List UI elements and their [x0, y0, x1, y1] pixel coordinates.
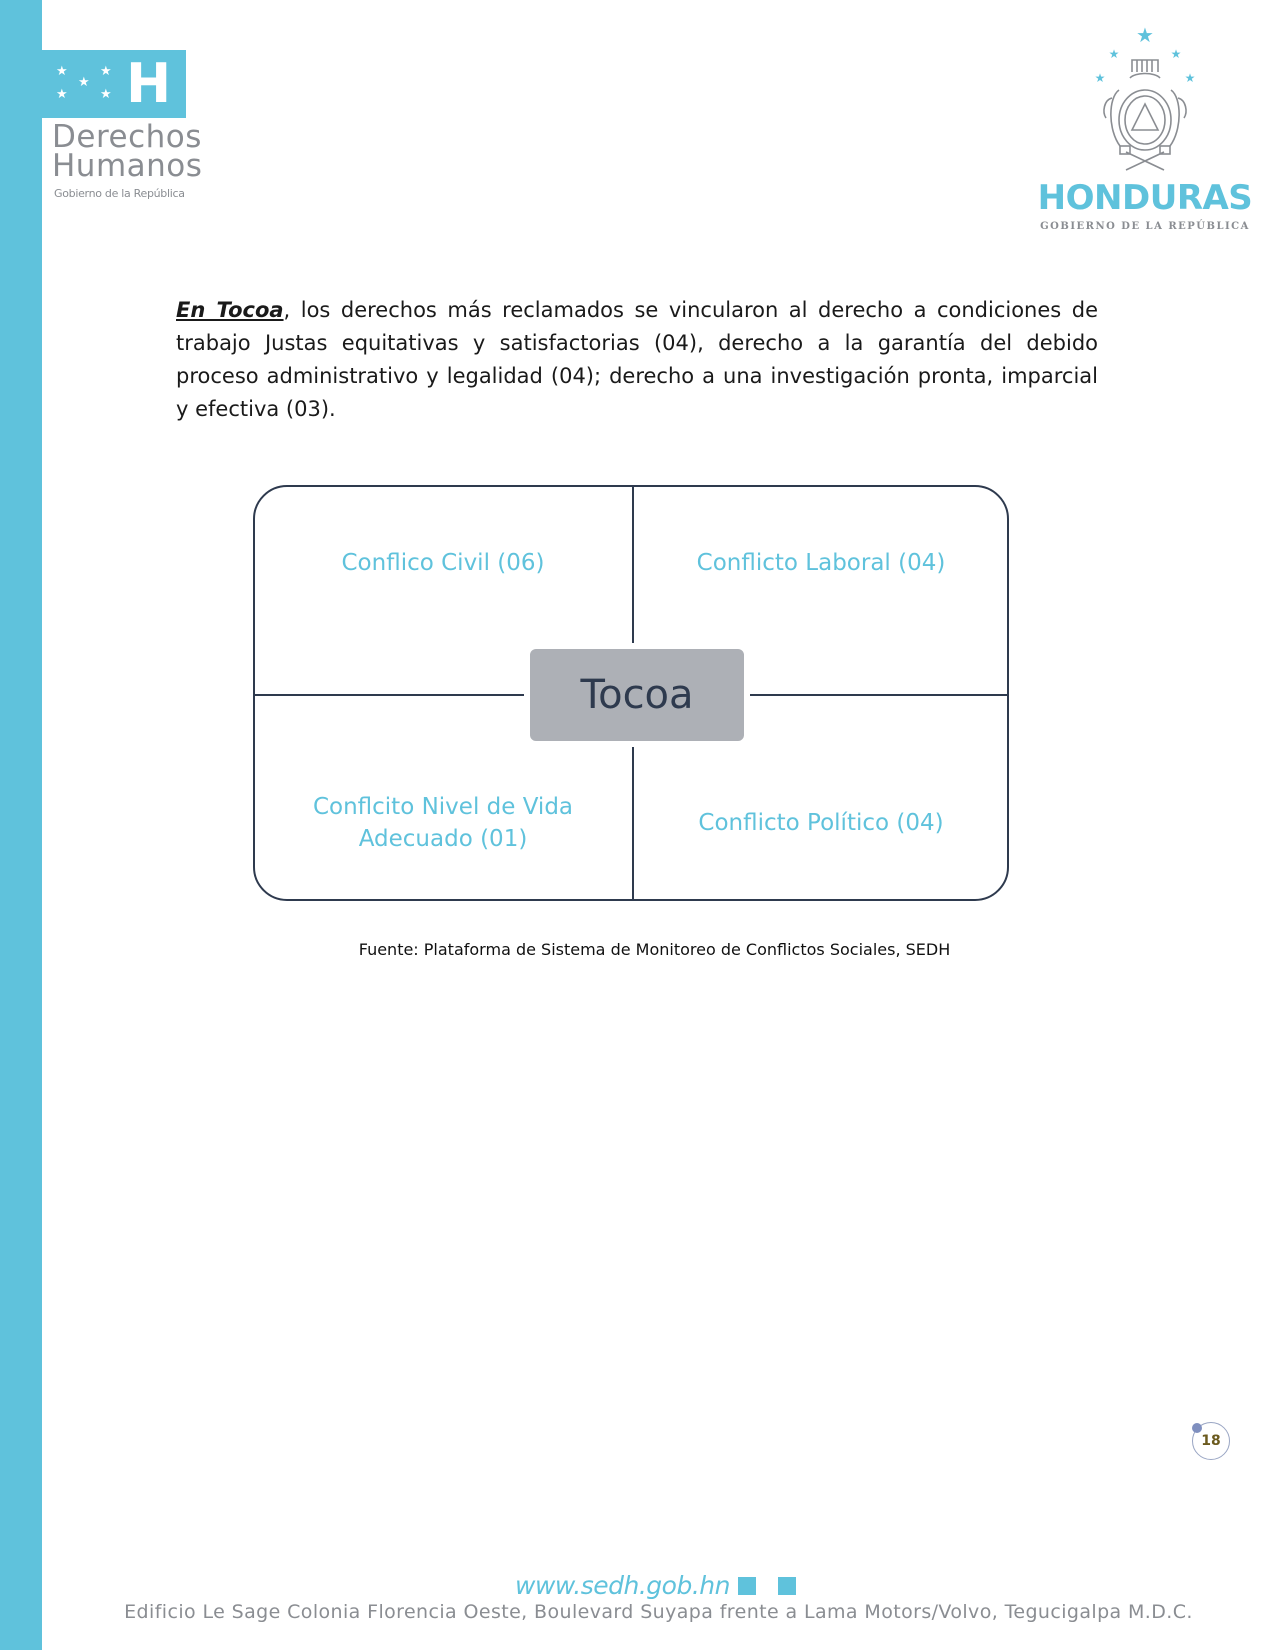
page-number: 18: [1192, 1422, 1230, 1460]
government-subtitle: GOBIERNO DE LA REPÚBLICA: [1040, 221, 1250, 232]
quadrant-top-left: Conflico Civil (06): [341, 550, 545, 576]
body-paragraph: [176, 294, 1098, 426]
footer-website: [0, 1571, 1275, 1600]
paragraph-text: , los derechos más reclamados se vincularon al derecho a condiciones de trabajo Justas equitativas y satisfactorias (04), derecho a la garantía del debido proceso administrativo y legalidad (04); derecho a una investigación pronta, imparcial y efectiva (03).: [176, 298, 1098, 421]
svg-text:★: ★: [1184, 71, 1196, 85]
honduras-government-logo: [1030, 20, 1260, 235]
footer-square-icon: [778, 1577, 796, 1595]
footer-url: www.sedh.gob.hn: [515, 1571, 730, 1600]
quadrant-bottom-right: Conflicto Político (04): [698, 810, 944, 836]
quadrant-bottom-left-line2: Adecuado (01): [358, 826, 528, 852]
source-caption: Fuente: Plataforma de Sistema de Monitoreo de Conflictos Sociales, SEDH: [358, 940, 951, 959]
svg-text:★: ★: [1136, 23, 1154, 47]
logo-word-humanos: Humanos: [52, 148, 203, 184]
page-number-dot: [1192, 1423, 1202, 1433]
logo-subtitle: Gobierno de la República: [54, 187, 185, 200]
svg-text:★: ★: [1108, 47, 1120, 61]
svg-text:★: ★: [1094, 71, 1106, 85]
honduras-flag-h-icon: ★ ★ ★ ★ ★ H: [42, 50, 186, 118]
logo-letter: H: [126, 52, 172, 115]
paragraph-lead: En Tocoa: [176, 298, 284, 322]
footer-address: Edificio Le Sage Colonia Florencia Oeste, Boulevard Suyapa frente a Lama Motors/Volvo, Tegucigalpa M.D.C.: [124, 1601, 1193, 1623]
tocoa-conflict-diagram: [253, 485, 1009, 901]
center-node-label: Tocoa: [580, 672, 694, 718]
footer-square-icon: [738, 1577, 756, 1595]
center-node: [524, 643, 750, 747]
coat-of-arms-icon: [1090, 20, 1200, 175]
side-accent-bar: [0, 0, 42, 1650]
derechos-humanos-logo: [42, 50, 242, 210]
quadrant-bottom-left-line1: Conflcito Nivel de Vida: [312, 794, 574, 820]
quadrant-top-right: Conflicto Laboral (04): [696, 550, 946, 576]
honduras-title: HONDURAS: [1037, 178, 1253, 218]
logo-word-derechos: Derechos: [52, 119, 202, 155]
svg-text:★: ★: [1170, 47, 1182, 61]
quadrant-bottom-left: [255, 791, 631, 855]
